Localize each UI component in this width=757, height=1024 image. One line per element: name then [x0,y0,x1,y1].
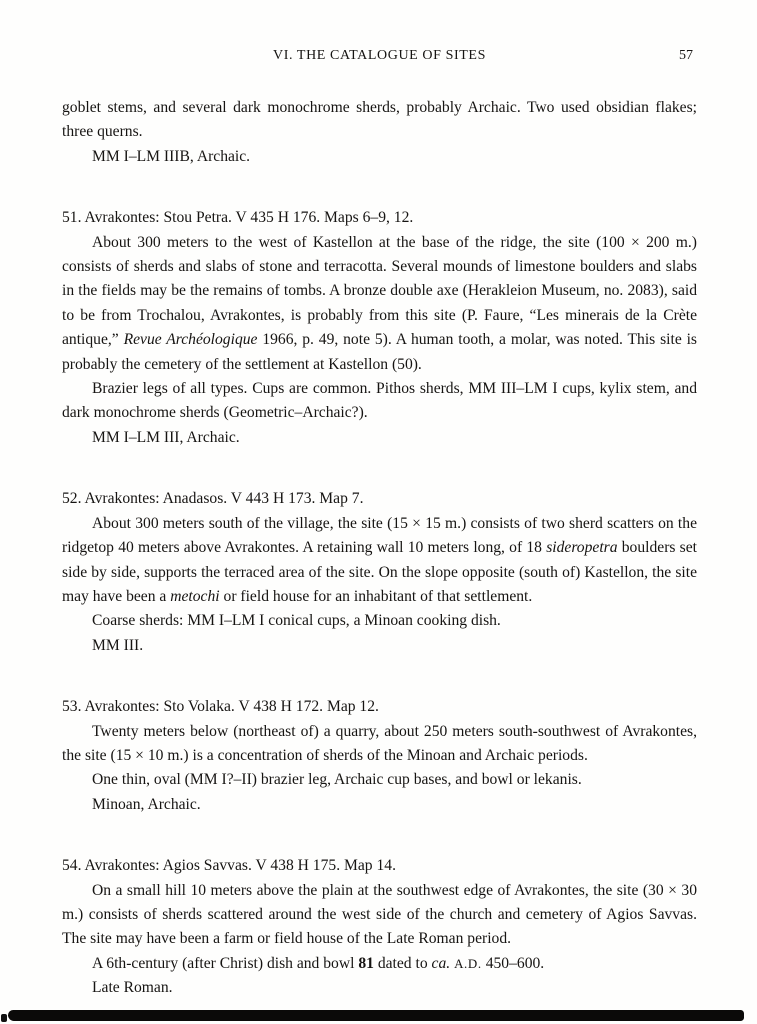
circa-italic: ca. [431,954,451,972]
entry-dating-line: MM III. [92,636,144,654]
site-entry-54 [62,854,697,1000]
entry-finds: Brazier legs of all types. Cups are common. Pithos sherds, MM III–LM I cups, kylix stem, and dark monochrome sherds (Geometric–Archaic?). [62,380,697,422]
text-segment: About 300 meters south of the village, the site (15 × 15 m.) consists of two sherd scatters on the ridgetop 40 meters above Avrakontes. A retaining wall 10 meters long, of 18 [62,514,697,557]
continuation-dating-line: MM I–LM IIIB, Archaic. [92,147,251,165]
page-number: 57 [679,48,693,63]
entry-description [62,512,697,610]
entry-finds: One thin, oval (MM I?–II) brazier leg, Archaic cup bases, and bowl or lekanis. [92,771,582,789]
entry-heading: 53. Avrakontes: Sto Volaka. V 438 H 172. Map 12. [62,698,379,716]
entry-finds [62,952,697,976]
site-entry-53 [62,695,697,817]
scan-artifact-speck [1,1014,7,1022]
text-segment: boulders set side by side, supports the terraced area of the site. On the slope opposite (south of) Kastellon, the site may have been a [62,539,698,605]
continuation-paragraph: goblet stems, and several dark monochrome sherds, probably Archaic. Two used obsidian flakes; three querns. [62,99,697,141]
entry-description: On a small hill 10 meters above the plain at the southwest edge of Avrakontes, the site (30 × 30 m.) consists of sherds scattered around the west side of the church and cemetery of Agios Savvas. The site may have been a farm or field house of the Late Roman period. [62,881,697,948]
text-segment: About 300 meters to the west of Kastellon at the base of the ridge, the site (100 × 200 m.) consists of sherds and slabs of stone and terracotta. Several mounds of limestone boulders and slabs in the fields may be the remains of tombs. A bronze double axe (Herakleion Museum, no. 2083), said to be from Trochalou, Avrakontes, is probably from this site (P. Faure, “Les minerais de la Crète antique,” [62,233,697,349]
entry-description: Twenty meters below (northeast of) a quarry, about 250 meters south-southwest of Avrakontes, the site (15 × 10 m.) is a concentration of sherds of the Minoan and Archaic periods. [62,722,697,764]
site-entry-52 [62,487,697,658]
entry-heading: 52. Avrakontes: Anadasos. V 443 H 173. Map 7. [62,490,364,508]
entry-heading: 54. Avrakontes: Agios Savvas. V 438 H 175. Map 14. [62,857,396,875]
running-header [62,47,697,65]
site-entry-51 [62,206,697,450]
entry-heading: 51. Avrakontes: Stou Petra. V 435 H 176. Maps 6–9, 12. [62,209,414,227]
catalogue-number-bold: 81 [358,954,374,972]
entry-description [62,231,697,377]
text-segment: dated to [373,954,432,972]
continuation-block [62,96,697,169]
text-segment: A 6th-century (after Christ) dish and bowl [92,954,359,972]
entry-finds: Coarse sherds: MM I–LM I conical cups, a Minoan cooking dish. [92,612,501,630]
journal-title-italic: Revue Archéologique [123,331,258,349]
running-head-title: VI. THE CATALOGUE OF SITES [273,48,486,63]
entry-dating-line: Late Roman. [92,979,173,997]
text-segment: 1966, p. 49, note 5). A human tooth, a molar, was noted. This site is probably the cemetery of the settlement at Kastellon (50). [62,331,698,373]
term-italic: sideropetra [546,539,618,557]
era-smallcaps: A.D. [454,955,482,971]
entry-dating-line: Minoan, Archaic. [92,795,201,813]
text-segment: 450–600. [481,954,545,972]
term-italic: metochi [170,587,220,605]
scan-artifact-bottom-bar [8,1010,744,1021]
entry-dating-line: MM I–LM III, Archaic. [92,428,240,446]
text-segment: or field house for an inhabitant of that settlement. [219,587,533,605]
